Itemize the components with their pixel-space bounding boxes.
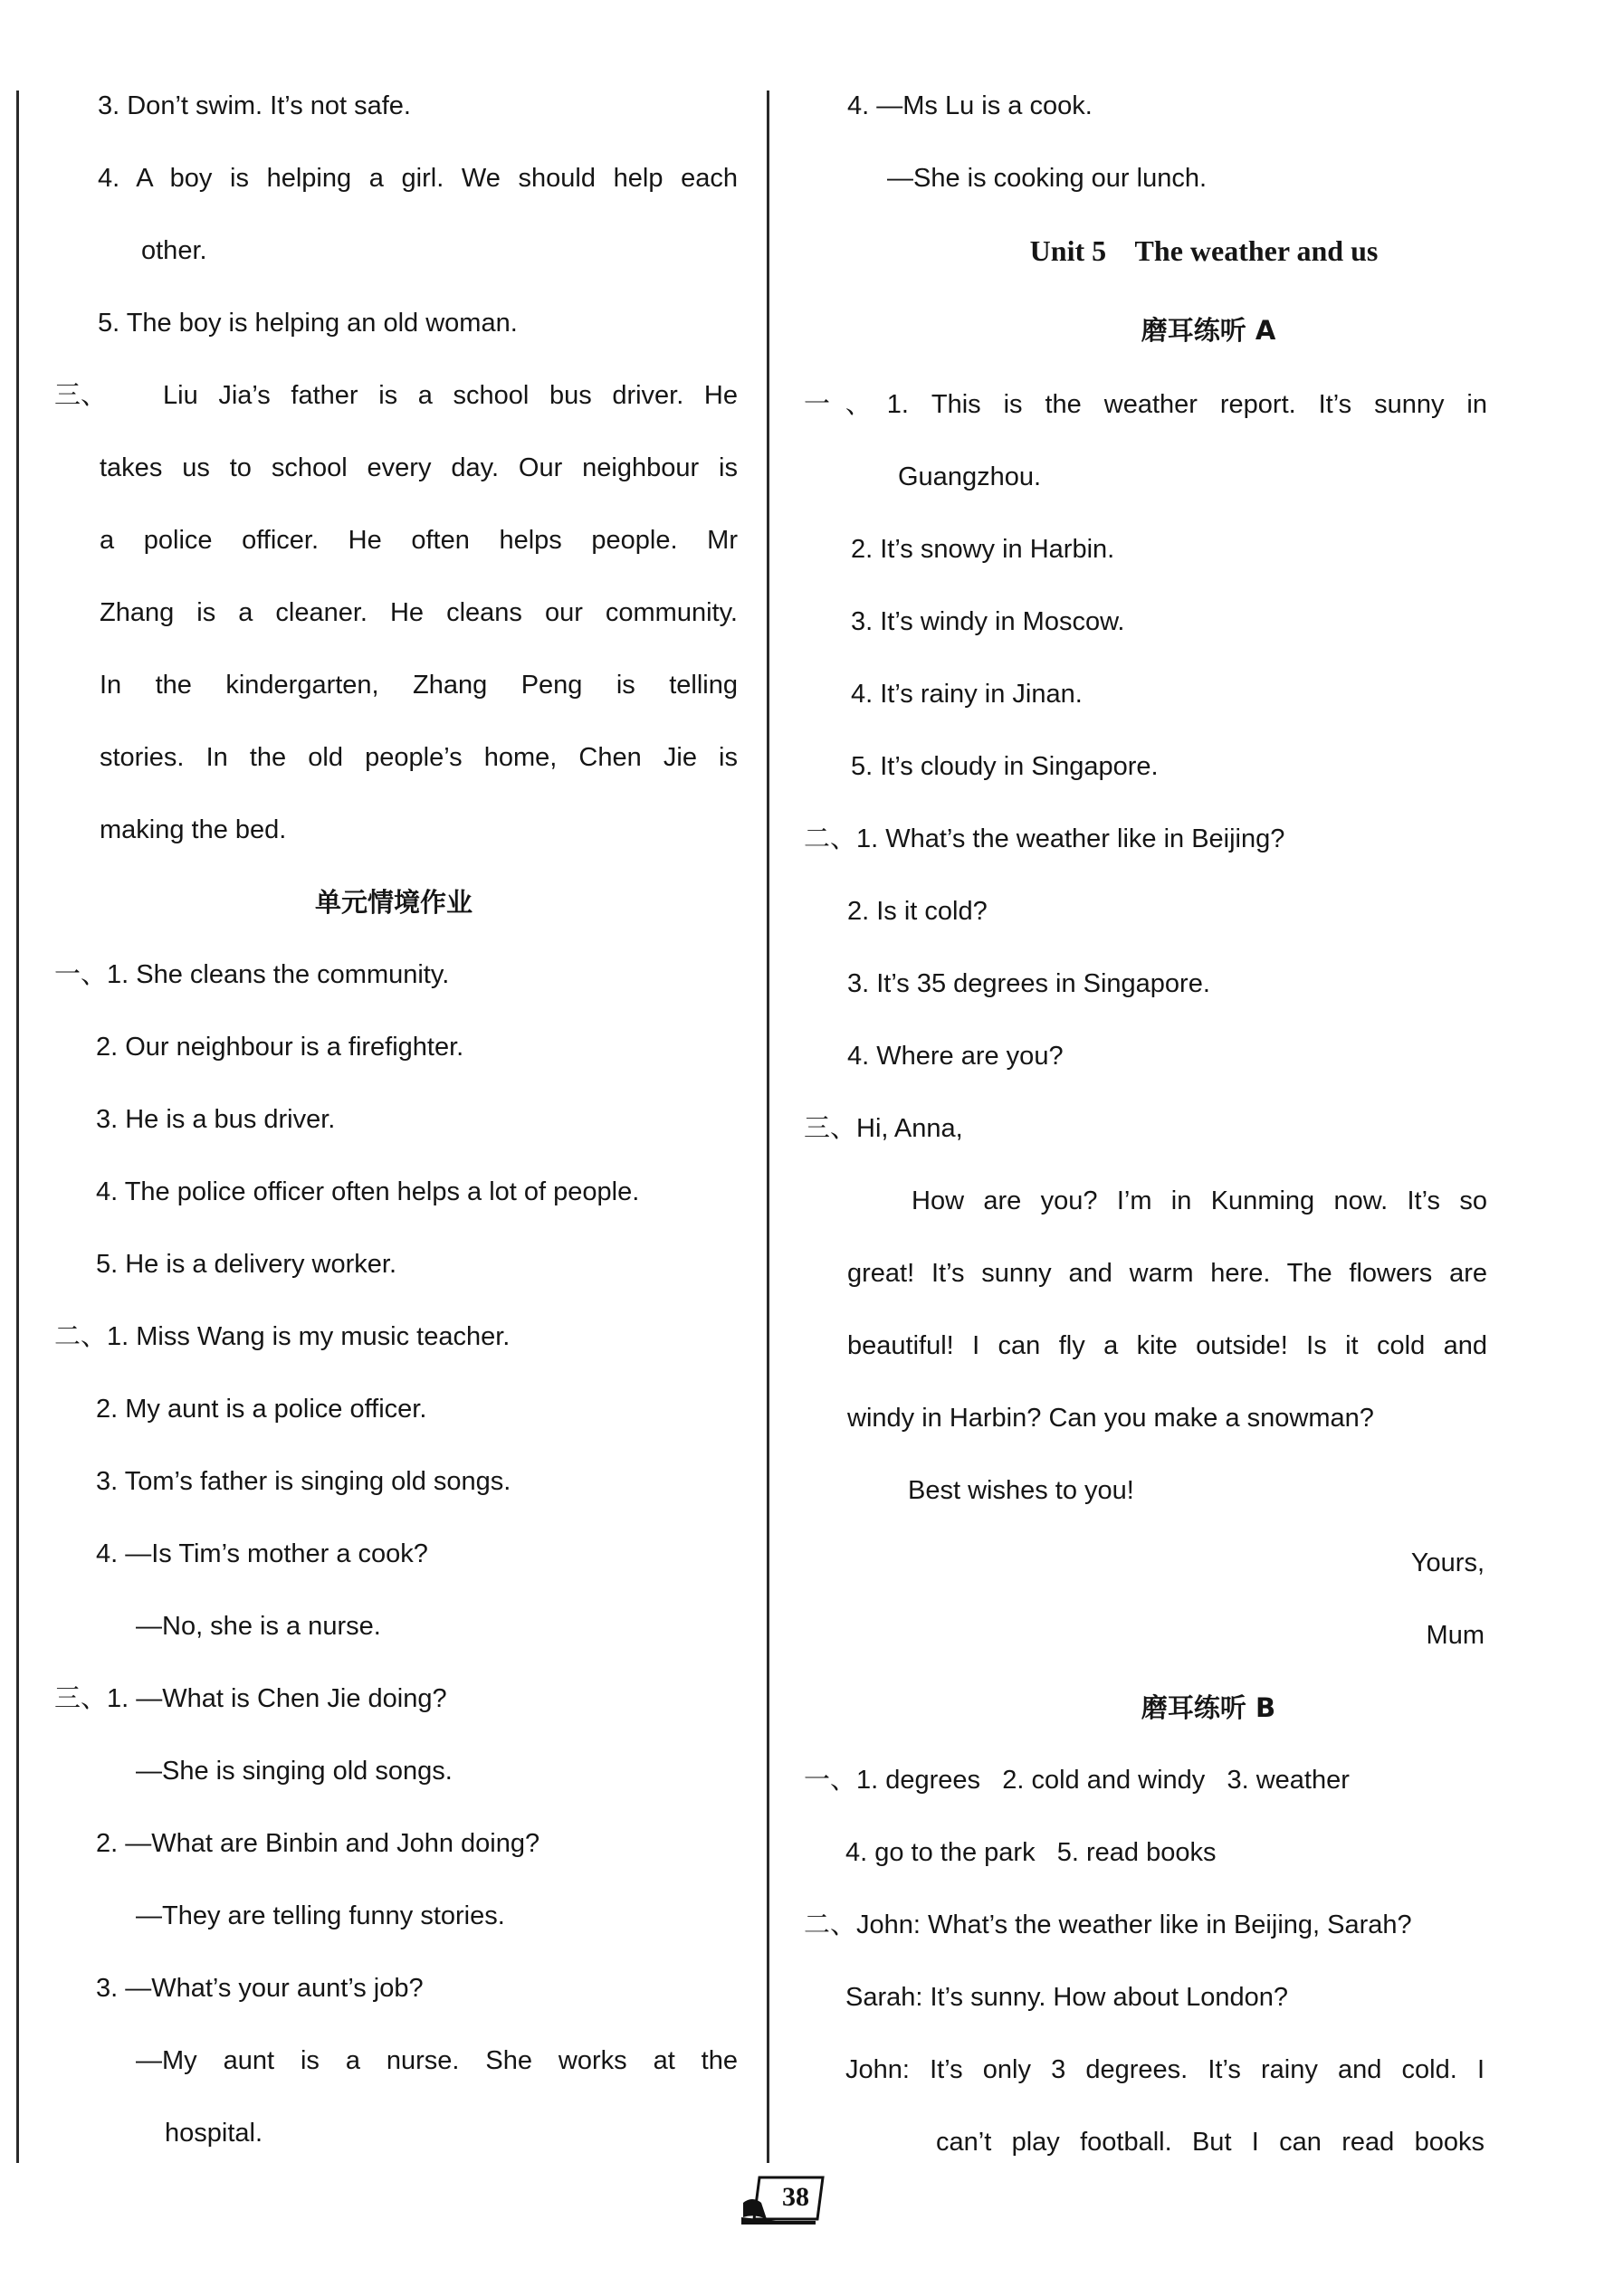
left-margin-rule <box>16 91 19 2163</box>
text-line: 4. Where are you? <box>847 1042 1064 1071</box>
page-number-badge <box>740 2172 830 2225</box>
text-line: 2. It’s snowy in Harbin. <box>851 535 1115 564</box>
text-line: Liu Jia’s father is a school bus driver. He <box>163 381 738 410</box>
text-line: —They are telling funny stories. <box>136 1901 505 1930</box>
text-line: 4. —Ms Lu is a cook. <box>847 91 1093 120</box>
text-line: beautiful! I can fly a kite outside! Is it cold and <box>847 1331 1487 1360</box>
text-line: 2. Is it cold? <box>847 897 988 926</box>
text-line: 3. Tom’s father is singing old songs. <box>96 1467 511 1496</box>
text-line: 3. Don’t swim. It’s not safe. <box>98 91 411 120</box>
text-line: 二、1. Miss Wang is my music teacher. <box>54 1322 511 1351</box>
text-line: stories. In the old people’s home, Chen Jie is <box>100 743 738 772</box>
text-line: 二、John: What’s the weather like in Beijing, Sarah? <box>804 1910 1412 1939</box>
text-line: takes us to school every day. Our neighbour is <box>100 453 738 482</box>
text-line: How are you? I’m in Kunming now. It’s so <box>912 1186 1487 1215</box>
text-line: 5. It’s cloudy in Singapore. <box>851 752 1159 781</box>
text-line: 三、Hi, Anna, <box>804 1114 963 1143</box>
section-marker: 三、 <box>54 381 108 410</box>
text-line: other. <box>141 236 207 265</box>
column-divider <box>767 91 769 2163</box>
text-line: —My aunt is a nurse. She works at the <box>136 2046 738 2075</box>
text-line: 2. —What are Binbin and John doing? <box>96 1829 540 1858</box>
text-line: 3. It’s windy in Moscow. <box>851 607 1125 636</box>
text-line: 3. He is a bus driver. <box>96 1105 336 1134</box>
section-heading: 磨耳练听 A <box>1141 315 1276 346</box>
text-line: 4. A boy is helping a girl. We should help each <box>98 164 738 193</box>
text-line: windy in Harbin? Can you make a snowman? <box>847 1404 1374 1433</box>
text-line: 4. —Is Tim’s mother a cook? <box>96 1539 428 1568</box>
text-line: —She is cooking our lunch. <box>887 164 1208 193</box>
text-line: 4. go to the park 5. read books <box>845 1838 1217 1867</box>
text-line: 5. He is a delivery worker. <box>96 1250 397 1279</box>
text-line: Guangzhou. <box>898 462 1042 491</box>
text-line: Zhang is a cleaner. He cleans our community. <box>100 598 738 627</box>
text-line: 一、1. degrees 2. cold and windy 3. weather <box>804 1766 1350 1795</box>
text-line: 2. Our neighbour is a firefighter. <box>96 1033 464 1062</box>
section-heading: 单元情境作业 <box>314 887 473 918</box>
page-number: 38 <box>782 2182 809 2212</box>
text-line: 三、1. —What is Chen Jie doing? <box>54 1684 447 1713</box>
text-line: Best wishes to you! <box>908 1476 1134 1505</box>
section-heading: 磨耳练听 B <box>1141 1692 1276 1723</box>
text-line: 4. The police officer often helps a lot of people. <box>96 1177 640 1206</box>
text-line: Yours, <box>1410 1548 1485 1577</box>
text-line: 5. The boy is helping an old woman. <box>98 309 518 338</box>
text-line: Sarah: It’s sunny. How about London? <box>845 1983 1289 2012</box>
text-line: a police officer. He often helps people. Mr <box>100 526 738 555</box>
text-line: —She is singing old songs. <box>136 1757 453 1786</box>
text-line: can’t play football. But I can read books <box>936 2128 1485 2157</box>
text-line: John: It’s only 3 degrees. It’s rainy and cold. I <box>845 2055 1485 2084</box>
text-line: great! It’s sunny and warm here. The flowers are <box>847 1259 1487 1288</box>
text-line: 一、1. This is the weather report. It’s sunny in <box>804 390 1487 419</box>
text-line: Mum <box>1426 1621 1485 1650</box>
text-line: In the kindergarten, Zhang Peng is telling <box>100 671 738 700</box>
text-line: making the bed. <box>100 815 287 844</box>
text-line: 4. It’s rainy in Jinan. <box>851 680 1083 709</box>
unit-title: Unit 5 The weather and us <box>1029 234 1379 267</box>
text-line: 二、1. What’s the weather like in Beijing? <box>804 824 1285 853</box>
text-line: 一、1. She cleans the community. <box>54 960 450 989</box>
text-line: 3. It’s 35 degrees in Singapore. <box>847 969 1210 998</box>
text-line: hospital. <box>165 2119 263 2148</box>
text-line: —No, she is a nurse. <box>136 1612 381 1641</box>
text-line: 2. My aunt is a police officer. <box>96 1395 427 1424</box>
text-line: 3. —What’s your aunt’s job? <box>96 1974 424 2003</box>
